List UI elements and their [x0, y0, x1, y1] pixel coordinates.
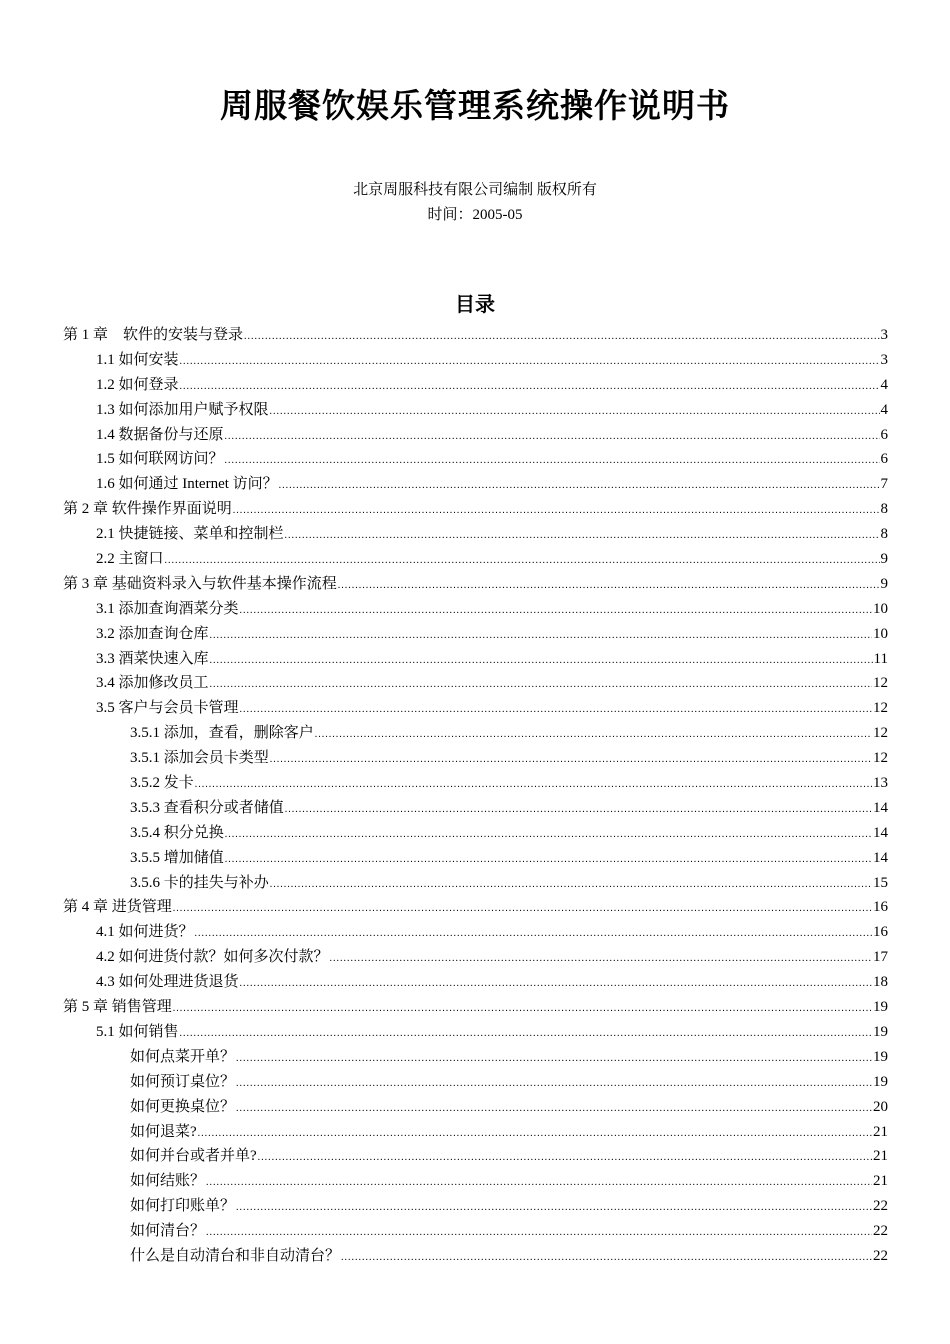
toc-entry[interactable]	[63, 895, 888, 920]
toc-dot-leader	[315, 723, 872, 748]
toc-entry-title: 1.6 如何通过 Internet 访问？	[96, 476, 278, 493]
toc-dot-leader	[198, 1122, 872, 1147]
toc-entry-title: 1.5 如何联网访问？	[96, 451, 224, 468]
toc-page-number: 18	[873, 974, 888, 991]
toc-entry-title: 4.2 如何进货付款？如何多次付款？	[96, 949, 329, 966]
toc-entry-title: 4.1 如何进货？	[96, 924, 194, 941]
toc-page-number: 6	[880, 426, 888, 443]
toc-dot-leader	[330, 947, 872, 972]
toc-entry[interactable]	[63, 846, 888, 871]
toc-entry[interactable]	[63, 647, 888, 672]
toc-entry-title: 第 5 章 销售管理	[63, 999, 172, 1016]
toc-entry-title: 3.5.1 添加，查看，删除客户	[130, 725, 314, 742]
toc-dot-leader	[338, 574, 880, 599]
toc-page-number: 4	[880, 376, 888, 393]
toc-entry[interactable]	[63, 398, 888, 423]
toc-entry[interactable]	[63, 1194, 888, 1219]
toc-entry-title: 什么是自动清台和非自动清台？	[130, 1247, 341, 1264]
toc-dot-leader	[270, 873, 872, 898]
toc-dot-leader	[236, 1097, 872, 1122]
toc-entry-title: 1.2 如何登录	[96, 376, 179, 393]
toc-entry-title: 3.3 酒菜快速入库	[96, 650, 209, 667]
toc-page-number: 3	[880, 351, 888, 368]
toc-page-number: 19	[873, 1023, 888, 1040]
toc-page-number: 12	[873, 675, 888, 692]
toc-dot-leader	[210, 624, 872, 649]
toc-entry-title: 3.5.4 积分兑换	[130, 824, 224, 841]
toc-entry-title: 如何清台？	[130, 1223, 206, 1240]
toc-entry-title: 第 4 章 进货管理	[63, 899, 172, 916]
toc-dot-leader	[236, 1196, 872, 1221]
toc-entry-title: 5.1 如何销售	[96, 1023, 179, 1040]
toc-page-number: 22	[873, 1198, 888, 1215]
toc-page-number: 13	[873, 775, 888, 792]
toc-dot-leader	[225, 449, 880, 474]
toc-entry-title: 3.4 添加修改员工	[96, 675, 209, 692]
toc-entry-title: 如何预订桌位？	[130, 1073, 236, 1090]
toc-entry-title: 如何并台或者并单?	[130, 1148, 257, 1165]
toc-entry[interactable]	[63, 323, 888, 348]
toc-dot-leader	[180, 1022, 872, 1047]
toc-entry[interactable]	[63, 1045, 888, 1070]
toc-entry[interactable]	[63, 423, 888, 448]
toc-dot-leader	[240, 599, 872, 624]
toc-entry[interactable]	[63, 597, 888, 622]
toc-entry-title: 第 3 章 基础资料录入与软件基本操作流程	[63, 575, 337, 592]
toc-page-number: 10	[873, 625, 888, 642]
toc-page-number: 14	[873, 824, 888, 841]
toc-page-number: 17	[873, 949, 888, 966]
toc-dot-leader	[236, 1047, 872, 1072]
toc-dot-leader	[236, 1072, 872, 1097]
toc-page-number: 3	[880, 327, 888, 343]
toc-entry[interactable]	[63, 1120, 888, 1145]
toc-entry-title: 3.5.1 添加会员卡类型	[130, 750, 269, 767]
toc-page-number: 21	[873, 1123, 888, 1140]
toc-entry[interactable]	[63, 771, 888, 796]
toc-entry-title: 如何结账？	[130, 1173, 206, 1190]
toc-dot-leader	[225, 823, 872, 848]
toc-heading: 目录	[455, 292, 495, 316]
toc-entry[interactable]	[63, 796, 888, 821]
publisher-line: 北京周服科技有限公司编制 版权所有	[353, 182, 597, 198]
toc-dot-leader	[285, 524, 880, 549]
toc-dot-leader	[206, 1221, 872, 1246]
toc-entry[interactable]	[63, 348, 888, 373]
toc-entry-title: 第 1 章 软件的安装与登录	[63, 327, 244, 343]
toc-page-number: 8	[880, 501, 888, 518]
toc-page-number: 7	[880, 476, 888, 493]
toc-dot-leader	[195, 773, 872, 798]
toc-dot-leader	[210, 649, 873, 674]
toc-entry-title: 4.3 如何处理进货退货	[96, 974, 239, 991]
toc-entry[interactable]	[63, 671, 888, 696]
toc-page-number: 9	[880, 575, 888, 592]
toc-dot-leader	[195, 922, 872, 947]
toc-entry-title: 如何打印账单？	[130, 1198, 236, 1215]
toc-page-number: 22	[873, 1247, 888, 1264]
toc-entry[interactable]	[63, 821, 888, 846]
toc-dot-leader	[244, 325, 879, 350]
toc-dot-leader	[206, 1171, 872, 1196]
toc-page-number: 20	[873, 1098, 888, 1115]
toc-page-number: 12	[873, 750, 888, 767]
toc-dot-leader	[233, 499, 880, 524]
toc-dot-leader	[173, 997, 872, 1022]
toc-dot-leader	[180, 350, 880, 375]
toc-page-number: 14	[873, 849, 888, 866]
toc-entry[interactable]	[63, 1020, 888, 1045]
toc-dot-leader	[270, 400, 880, 425]
toc-page-number: 4	[880, 401, 888, 418]
toc-entry[interactable]	[63, 945, 888, 970]
toc-page-number: 21	[873, 1173, 888, 1190]
toc-entry[interactable]	[63, 1169, 888, 1194]
toc-page-number: 16	[873, 899, 888, 916]
toc-entry[interactable]	[63, 447, 888, 472]
toc-page-number: 19	[873, 1073, 888, 1090]
toc-entry[interactable]	[63, 871, 888, 896]
toc-dot-leader	[210, 673, 872, 698]
toc-page-number: 19	[873, 1048, 888, 1065]
toc-page-number: 19	[873, 999, 888, 1016]
toc-page-number: 11	[873, 650, 888, 667]
toc-dot-leader	[240, 698, 872, 723]
toc-dot-leader	[285, 798, 872, 823]
toc-entry[interactable]	[63, 1070, 888, 1095]
toc-dot-leader	[225, 425, 880, 450]
toc-entry[interactable]	[63, 1219, 888, 1244]
toc-entry-title: 3.5.6 卡的挂失与补办	[130, 874, 269, 891]
toc-entry-title: 2.1 快捷链接、菜单和控制栏	[96, 526, 284, 543]
toc-entry[interactable]	[63, 522, 888, 547]
toc-dot-leader	[240, 972, 872, 997]
toc-dot-leader	[173, 897, 872, 922]
toc-entry[interactable]	[63, 497, 888, 522]
toc-entry-title: 1.3 如何添加用户赋予权限	[96, 401, 269, 418]
toc-entry-title: 如何退菜?	[130, 1123, 197, 1140]
toc-entry[interactable]	[63, 472, 888, 497]
toc-entry[interactable]	[63, 920, 888, 945]
toc-entry[interactable]	[63, 622, 888, 647]
toc-entry-title: 如何更换桌位？	[130, 1098, 236, 1115]
toc-dot-leader	[180, 375, 880, 400]
toc-page-number: 15	[873, 874, 888, 891]
toc-dot-leader	[270, 748, 872, 773]
toc-entry[interactable]	[63, 1244, 888, 1269]
toc-dot-leader	[341, 1246, 872, 1271]
toc-page-number: 6	[880, 451, 888, 468]
toc-page-number: 9	[880, 551, 888, 568]
toc-page-number: 21	[873, 1148, 888, 1165]
toc-entry[interactable]	[63, 373, 888, 398]
toc-dot-leader	[279, 474, 880, 499]
document-title: 周服餐饮娱乐管理系统操作说明书	[220, 86, 730, 125]
toc-entry[interactable]	[63, 1095, 888, 1120]
toc-entry-title: 1.1 如何安装	[96, 351, 179, 368]
toc-entry-title: 第 2 章 软件操作界面说明	[63, 501, 232, 518]
toc-entry[interactable]	[63, 547, 888, 572]
toc-dot-leader	[258, 1146, 872, 1171]
toc-page-number: 12	[873, 700, 888, 717]
table-of-contents	[63, 323, 888, 1269]
toc-entry[interactable]	[63, 696, 888, 721]
toc-entry[interactable]	[63, 970, 888, 995]
toc-page-number: 14	[873, 799, 888, 816]
toc-entry-title: 3.5.2 发卡	[130, 775, 194, 792]
toc-entry[interactable]	[63, 721, 888, 746]
toc-entry-title: 3.1 添加查询酒菜分类	[96, 600, 239, 617]
toc-page-number: 10	[873, 600, 888, 617]
toc-dot-leader	[225, 848, 872, 873]
date-line: 时间：2005-05	[427, 207, 523, 223]
toc-entry-title: 如何点菜开单？	[130, 1048, 236, 1065]
toc-entry[interactable]	[63, 995, 888, 1020]
toc-entry-title: 3.5 客户与会员卡管理	[96, 700, 239, 717]
toc-page-number: 16	[873, 924, 888, 941]
toc-entry-title: 2.2 主窗口	[96, 551, 164, 568]
toc-entry-title: 3.5.5 增加储值	[130, 849, 224, 866]
toc-entry-title: 1.4 数据备份与还原	[96, 426, 224, 443]
toc-page-number: 8	[880, 526, 888, 543]
toc-entry-title: 3.2 添加查询仓库	[96, 625, 209, 642]
toc-page-number: 22	[873, 1223, 888, 1240]
toc-entry[interactable]	[63, 572, 888, 597]
toc-page-number: 12	[873, 725, 888, 742]
toc-dot-leader	[165, 549, 880, 574]
toc-entry-title: 3.5.3 查看积分或者储值	[130, 799, 284, 816]
toc-entry[interactable]	[63, 746, 888, 771]
toc-entry[interactable]	[63, 1144, 888, 1169]
